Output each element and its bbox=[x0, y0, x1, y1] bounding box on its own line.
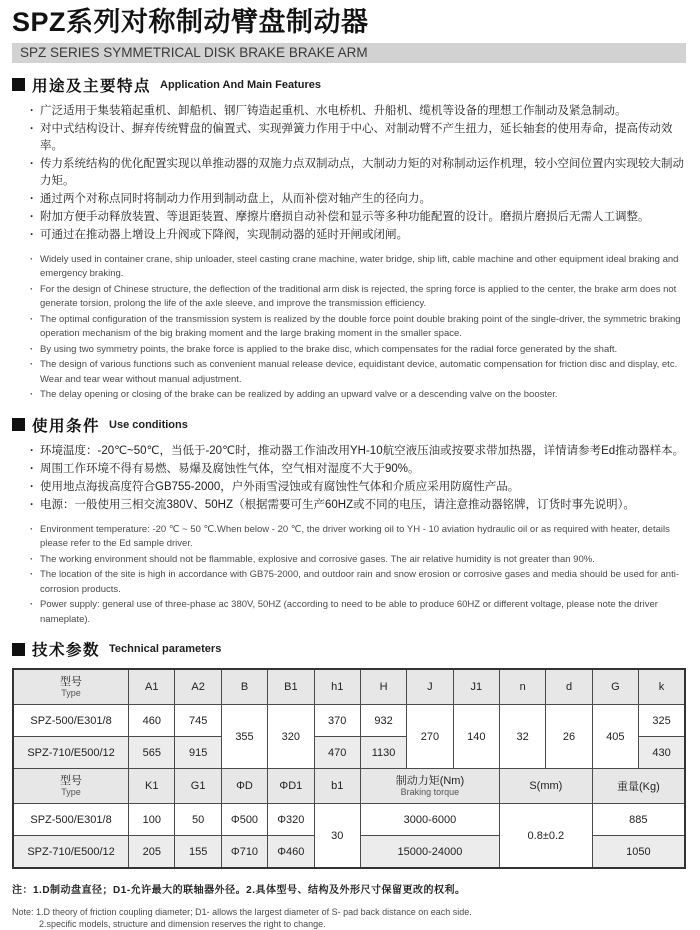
cell-J-merged: 270 bbox=[407, 705, 453, 769]
parameters-heading-en: Technical parameters bbox=[109, 643, 222, 656]
cell-k: 325 bbox=[639, 705, 685, 737]
feature-zh-item: · 附加方便手动释放装置、等退距装置、摩擦片磨损自动补偿和显示等多种功能配置的设计。磨损片磨损后无需人工调整。 bbox=[30, 209, 686, 226]
note-en bbox=[12, 906, 686, 930]
condition-zh-item: · 环境温度：-20℃~50℃，当低于-20℃时，推动器工作油改用YH-10航空液压油或按要求带加热器，详情请参考Ed推动器样本。 bbox=[30, 443, 686, 460]
col-header-type bbox=[13, 669, 129, 705]
col-header-weight: 重量(Kg) bbox=[592, 769, 685, 804]
conditions-list-zh bbox=[12, 443, 686, 514]
section-marker-icon bbox=[12, 643, 25, 656]
cell-G1: 50 bbox=[175, 804, 221, 836]
section-marker-icon bbox=[12, 418, 25, 431]
cell-G1: 155 bbox=[175, 836, 221, 869]
condition-zh-item: · 周围工作环境不得有易燃、易爆及腐蚀性气体，空气相对湿度不大于90%。 bbox=[30, 461, 686, 478]
features-heading bbox=[12, 74, 686, 96]
feature-zh-item: · 对中式结构设计、摒弃传统臂盘的偏置式、实现弹簧力作用于中心、对制动臂不产生扭力，延长轴套的使用寿命，提高传动效率。 bbox=[30, 121, 686, 155]
cell-phiD: Φ710 bbox=[221, 836, 267, 869]
cell-A1: 565 bbox=[129, 737, 175, 769]
parameters-heading bbox=[12, 638, 686, 660]
section-marker-icon bbox=[12, 78, 25, 91]
torque-header-en: Braking torque bbox=[400, 786, 460, 797]
note-zh: 注：1.D制动盘直径；D1-允许最大的联轴器外径。2.具体型号、结构及外形尺寸保留更改的权利。 bbox=[12, 885, 466, 897]
col-header-B: B bbox=[221, 669, 267, 705]
table-row-spz500-top bbox=[13, 705, 685, 737]
cell-model: SPZ-500/E301/8 bbox=[13, 804, 129, 836]
cell-J1-merged: 140 bbox=[453, 705, 499, 769]
type-header-en: Type bbox=[61, 786, 81, 797]
condition-en-item: · Power supply: general use of three-phase ac 380V, 50HZ (according to need to be able to produce 60HZ or different voltage, please note the driver nameplate). bbox=[30, 598, 686, 627]
cell-h1: 370 bbox=[314, 705, 360, 737]
col-header-A2: A2 bbox=[175, 669, 221, 705]
col-header-H: H bbox=[360, 669, 406, 705]
subtitle-text: SPZ SERIES SYMMETRICAL DISK BRAKE BRAKE ARM bbox=[20, 44, 368, 60]
technical-parameters-table bbox=[12, 668, 686, 869]
feature-en-item: · For the design of Chinese structure, the deflection of the traditional arm disk is rejected, the spring force is applied to the center, the brake arm does not generate torsion, prolong the life of the axle sleeve, and improve the transmission efficiency. bbox=[30, 283, 686, 312]
col-header-braking-torque bbox=[360, 769, 499, 804]
feature-zh-item: · 广泛适用于集装箱起重机、卸船机、钢厂铸造起重机、水电桥机、升船机、缆机等设备的理想工作制动及紧急制动。 bbox=[30, 103, 686, 120]
cell-phiD1: Φ320 bbox=[268, 804, 314, 836]
features-heading-zh: 用途及主要特点 bbox=[32, 77, 152, 95]
condition-en-item: · The working environment should not be flammable, explosive and corrosive gases. The air relative humidity is not greater than 90%. bbox=[30, 553, 686, 568]
cell-torque: 3000-6000 bbox=[360, 804, 499, 836]
col-header-s: S(mm) bbox=[499, 769, 592, 804]
cell-torque: 15000-24000 bbox=[360, 836, 499, 869]
cell-A2: 745 bbox=[175, 705, 221, 737]
conditions-heading-zh: 使用条件 bbox=[32, 417, 101, 435]
feature-en-item: · The design of various functions such as convenient manual release device, equidistant device, automatic compensation for friction disc and display, etc. Wear and tear wear without manual adjustment. bbox=[30, 358, 686, 387]
cell-B1-merged: 320 bbox=[268, 705, 314, 769]
col-header-h1: h1 bbox=[314, 669, 360, 705]
features-list-zh bbox=[12, 103, 686, 244]
cell-model: SPZ-710/E500/12 bbox=[13, 737, 129, 769]
cell-G-merged: 405 bbox=[592, 705, 638, 769]
col-header-A1: A1 bbox=[129, 669, 175, 705]
table-header-row-bottom bbox=[13, 769, 685, 804]
feature-zh-item: · 可通过在推动器上增设上升阀或下降阀，实现制动器的延时开闸或闭闸。 bbox=[30, 227, 686, 244]
col-header-B1: B1 bbox=[268, 669, 314, 705]
type-header-zh: 型号 bbox=[60, 774, 83, 787]
table-header-row-top bbox=[13, 669, 685, 705]
cell-h1: 470 bbox=[314, 737, 360, 769]
col-header-G: G bbox=[592, 669, 638, 705]
col-header-k: k bbox=[639, 669, 685, 705]
cell-A1: 460 bbox=[129, 705, 175, 737]
cell-k: 430 bbox=[639, 737, 685, 769]
conditions-list-en bbox=[12, 523, 686, 628]
condition-en-item: · The location of the site is high in accordance with GB75-2000, and outdoor rain and snow erosion or corrosive gases and media should be used for anti-corrosion products. bbox=[30, 568, 686, 597]
cell-A2: 915 bbox=[175, 737, 221, 769]
col-header-b1: b1 bbox=[314, 769, 360, 804]
table-row-spz500-bottom bbox=[13, 804, 685, 836]
cell-model: SPZ-500/E301/8 bbox=[13, 705, 129, 737]
type-header-en: Type bbox=[61, 687, 81, 698]
col-header-phiD: ΦD bbox=[221, 769, 267, 804]
condition-zh-item: · 电源：一般使用三相交流380V、50HZ（根据需要可生产60HZ或不同的电压，请注意推动器铭牌，订货时事先说明）。 bbox=[30, 497, 686, 514]
col-header-type bbox=[13, 769, 129, 804]
conditions-heading-en: Use conditions bbox=[109, 418, 188, 431]
cell-K1: 100 bbox=[129, 804, 175, 836]
parameters-heading-zh: 技术参数 bbox=[32, 642, 101, 660]
conditions-heading bbox=[12, 414, 686, 436]
condition-zh-item: · 使用地点海拔高度符合GB755-2000，户外雨雪浸蚀或有腐蚀性气体和介质应采用防腐性产品。 bbox=[30, 479, 686, 496]
note-en-line1: Note: 1.D theory of friction coupling diameter; D1- allows the largest diameter of S- pad back distance on each side. bbox=[12, 907, 472, 918]
col-header-J1: J1 bbox=[453, 669, 499, 705]
subtitle-bar bbox=[12, 43, 686, 63]
col-header-J: J bbox=[407, 669, 453, 705]
col-header-G1: G1 bbox=[175, 769, 221, 804]
section-features bbox=[12, 74, 686, 403]
feature-zh-item: · 传力系统结构的优化配置实现以单推动器的双施力点双制动点，大制动力矩的对称制动运作机理，较小空间位置内实现较大制动力矩。 bbox=[30, 156, 686, 190]
col-header-K1: K1 bbox=[129, 769, 175, 804]
cell-n-merged: 32 bbox=[499, 705, 545, 769]
cell-H: 1130 bbox=[360, 737, 406, 769]
torque-header-zh: 制动力矩(Nm) bbox=[395, 774, 465, 787]
cell-weight: 885 bbox=[592, 804, 685, 836]
feature-en-item: · The delay opening or closing of the brake can be realized by adding an upward valve or a descending valve on the booster. bbox=[30, 388, 686, 403]
cell-b1-merged: 30 bbox=[314, 804, 360, 869]
feature-en-item: · By using two symmetry points, the brake force is applied to the brake disc, which compensates for the radial force generated by the shaft. bbox=[30, 343, 686, 358]
condition-en-item: · Environment temperature: -20 ℃ ~ 50 ℃.When below - 20 ℃, the driver working oil to YH - 10 aviation hydraulic oil or as required with heater, details please refer to the Ed sample driver. bbox=[30, 523, 686, 552]
cell-phiD: Φ500 bbox=[221, 804, 267, 836]
section-parameters bbox=[12, 638, 686, 869]
cell-model: SPZ-710/E500/12 bbox=[13, 836, 129, 869]
col-header-n: n bbox=[499, 669, 545, 705]
cell-K1: 205 bbox=[129, 836, 175, 869]
cell-phiD1: Φ460 bbox=[268, 836, 314, 869]
feature-en-item: · Widely used in container crane, ship unloader, steel casting crane machine, water bridge, ship lift, cable machine and other equipment ideal braking and emergency braking. bbox=[30, 253, 686, 282]
col-header-phiD1: ΦD1 bbox=[268, 769, 314, 804]
cell-s-merged: 0.8±0.2 bbox=[499, 804, 592, 869]
features-heading-en: Application And Main Features bbox=[160, 78, 321, 91]
cell-B-merged: 355 bbox=[221, 705, 267, 769]
feature-en-item: · The optimal configuration of the transmission system is realized by the double force point double braking point of the single-driver, the symmetric braking operation mechanism of the big braking moment and the large braking moment in the smaller space. bbox=[30, 313, 686, 342]
type-header-zh: 型号 bbox=[60, 675, 83, 688]
note-en-line2: 2.specific models, structure and dimension reserves the right to change. bbox=[39, 919, 326, 930]
cell-weight: 1050 bbox=[592, 836, 685, 869]
features-list-en bbox=[12, 253, 686, 403]
cell-d-merged: 26 bbox=[546, 705, 592, 769]
col-header-d: d bbox=[546, 669, 592, 705]
section-conditions bbox=[12, 414, 686, 628]
page-title: SPZ系列对称制动臂盘制动器 bbox=[12, 7, 369, 37]
cell-H: 932 bbox=[360, 705, 406, 737]
feature-zh-item: · 通过两个对称点同时将制动力作用到制动盘上，从而补偿对轴产生的径向力。 bbox=[30, 191, 686, 208]
